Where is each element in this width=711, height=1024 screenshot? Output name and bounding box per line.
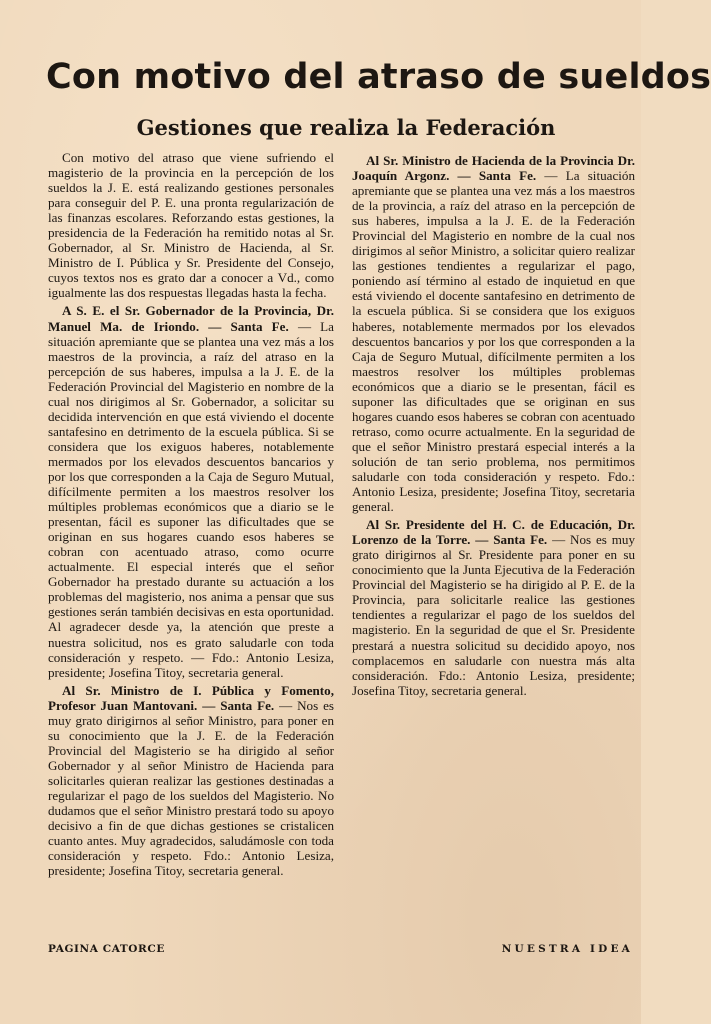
text-column-left bbox=[48, 150, 334, 878]
article-subheadline: Gestiones que realiza la Federación bbox=[136, 115, 556, 140]
intro-paragraph: Con motivo del atraso que viene sufriendo el magisterio de la provincia en la percepción de los sueldos la J. E. está realizando gestiones personales para conseguir del P. E. una pronta regularización de las finanzas escolares. Reforzando estas gestiones, la presidencia de la Federación ha remitido notas al Sr. Gobernador, al Sr. Ministro de Hacienda, al Sr. Ministro de I. Pública y Sr. Presidente del Consejo, cuyos textos nos es grato dar a conocer a Vd., como igualmente las dos respuestas llegadas hasta la fecha. bbox=[48, 150, 334, 301]
letter-council-president-heading: Al Sr. Presidente del H. C. de Educación, Dr. Lorenzo de la Torre. — Santa Fe. bbox=[352, 517, 635, 548]
letter-minister-finance bbox=[352, 153, 635, 514]
letter-governor bbox=[48, 303, 334, 679]
letter-minister-education bbox=[48, 683, 334, 879]
letter-council-president-body: — Nos es muy grato dirigirnos al Sr. Presidente para poner en su conocimiento que la Junta Ejecutiva de la Federación Provincial del Magisterio se ha dirigido al P. E. de la Provincia, para solicitarle realice las gestiones tendientes a regularizar el pago de los sueldos del magisterio. En la seguridad de que el Sr. Presidente prestará a nuestra solicitud su decidido apoyo, nos complacemos en saludarle con nuestra más alta consideración. Fdo.: Antonio Lesiza, presidente; Josefina Titoy, secretaria general. bbox=[352, 532, 635, 698]
publication-name: NUESTRA IDEA bbox=[501, 943, 633, 955]
letter-minister-finance-heading: Al Sr. Ministro de Hacienda de la Provincia Dr. Joaquín Argonz. — Santa Fe. bbox=[352, 153, 635, 184]
page-number-label: PAGINA CATORCE bbox=[48, 943, 165, 955]
letter-governor-body: — La situación apremiante que se plantea una vez más a los maestros de la provincia, a raíz del atraso en la percepción de sus haberes, impulsa a la J. E. de la Federación Provincial del Magisterio en nombre de la cual nos dirigimos al Sr. Gobernador, a solicitar su decidida intervención en que está viviendo el docente santafesino en detrimento de la escuela pública. Si se considera que los exiguos haberes, notablemente mermados por los elevados descuentos bancarios y por los que corresponden a la Caja de Seguro Mutual, difícilmente permiten a los maestros resolver los múltiples problemas económicos que a diario se le presentan, fácil es suponer las dificultades que se originan en sus hogares cuando esos haberes se cobran con acentuado atraso, como ocurre actualmente. El especial interés que el señor Gobernador ha prestado durante su actuación a los problemas del magisterio, nos anima a pensar que sus gestiones serán también decisivas en esta oportunidad. Al agradecer desde ya, la atención que preste a nuestra solicitud, nos es grato saludarle con toda consideración y respeto. — Fdo.: Antonio Lesiza, presidente; Josefina Titoy, secretaria general. bbox=[48, 318, 334, 680]
letter-minister-education-heading: Al Sr. Ministro de I. Pública y Fomento, Profesor Juan Mantovani. — Santa Fe. bbox=[48, 682, 334, 713]
letter-council-president bbox=[352, 517, 635, 698]
letter-minister-education-body: — Nos es muy grato dirigirnos al señor Ministro, para poner en su conocimiento que la J. E. de la Federación Provincial del Magisterio se ha dirigido al señor Gobernador y al señor Ministro de Hacienda para solicitarles quieran realizar las gestiones destinadas a regularizar el pago de los sueldos del Magisterio. No dudamos que el señor Ministro prestará todo su apoyo decisivo a fin de que dichas gestiones se cristalicen cuanto antes. Muy agradecidos, saludámosle con toda consideración y respeto. Fdo.: Antonio Lesiza, presidente; Josefina Titoy, secretaria general. bbox=[48, 697, 334, 879]
text-column-right bbox=[352, 150, 635, 698]
article-headline: Con motivo del atraso de sueldos bbox=[46, 57, 711, 97]
letter-governor-heading: A S. E. el Sr. Gobernador de la Provincia, Dr. Manuel Ma. de Iriondo. — Santa Fe. bbox=[48, 303, 334, 334]
letter-minister-finance-body: — La situación apremiante que se plantea una vez más a los maestros de la provincia, a raíz del atraso en la percepción de sus haberes, impulsa a la J. E. de la Federación Provincial del Magisterio en nombre de la cual nos dirigimos al señor Ministro, a solicitar quiero realizar las gestiones tendientes a regularizar el pago, poniendo así término al estado de inquietud en que está viviendo el docente santafesino en detrimento de la escuela pública. Si se considera que los exiguos haberes, notablemente mermados por los elevados descuentos bancarios y por los que corresponden a la Caja de Seguro Mutual, difícilmente permiten a los maestros resolver los múltiples problemas económicos que a diario se le presentan, fácil es suponer las dificultades que se originan en sus hogares cuando esos haberes se cobran con acentuado retraso, como ocurre actualmente. En la seguridad de que el señor Ministro prestará especial interés a la solución de tan serio problema, nos permitimos saludarle con toda consideración y respeto. Fdo.: Antonio Lesiza, presidente; Josefina Titoy, secretaria general. bbox=[352, 168, 635, 515]
